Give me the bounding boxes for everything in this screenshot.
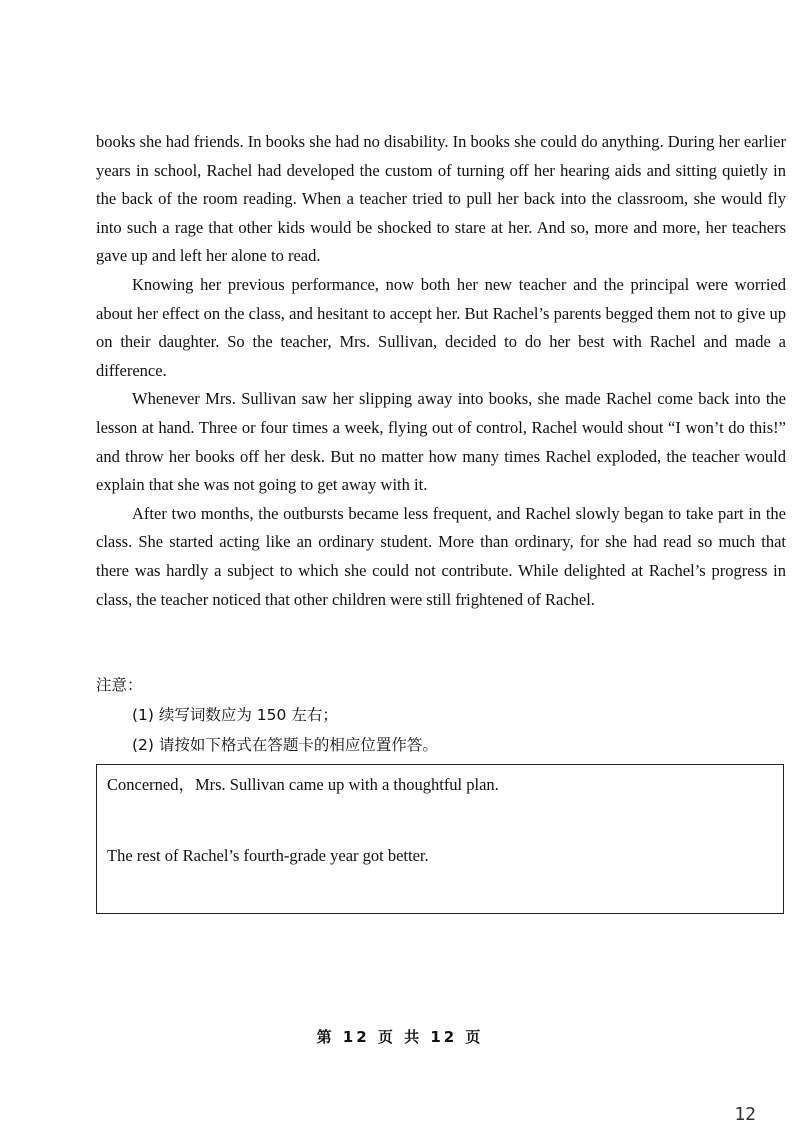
- answer-box-line-1: Concerned，Mrs. Sullivan came up with a thoughtful plan.: [107, 775, 499, 794]
- story-text: [96, 128, 786, 614]
- paragraph-4: After two months, the outbursts became less frequent, and Rachel slowly began to take part in the class. She started acting like an ordinary student. More than ordinary, for she had read so much that there was hardly a subject to which she could not contribute. While delighted at Rachel’s progress in class, the teacher noticed that other children were still frightened of Rachel.: [96, 503, 786, 609]
- paragraph-1: books she had friends. In books she had no disability. In books she could do anything. During her earlier years in school, Rachel had developed the custom of turning off her hearing aids and sitting quietly in the back of the room reading. When a teacher tried to pull her back into the classroom, she would fly into such a rage that other kids would be shocked to stare at her. And so, more and more, her teachers gave up and left her alone to read.: [96, 132, 786, 266]
- paragraph-2: Knowing her previous performance, now both her new teacher and the principal were worried about her effect on the class, and hesitant to accept her. But Rachel’s parents begged them not to give up on their daughter. So the teacher, Mrs. Sullivan, decided to do her best with Rachel and made a difference.: [96, 274, 786, 380]
- paragraph-3: Whenever Mrs. Sullivan saw her slipping away into books, she made Rachel come back into the lesson at hand. Three or four times a week, flying out of control, Rachel would shout “I won’t do this!” and throw her books off her desk. But no matter how many times Rachel exploded, the teacher would explain that she was not going to get away with it.: [96, 389, 786, 495]
- answer-box: [96, 764, 784, 914]
- note-item-1: (1) 续写词数应为 150 左右；: [132, 706, 338, 724]
- page-footer: 第 12 页 共 12 页: [316, 1028, 484, 1046]
- note-item-2: (2) 请按如下格式在答题卡的相应位置作答。: [132, 736, 438, 754]
- answer-box-line-2: The rest of Rachel’s fourth-grade year got better.: [107, 846, 429, 865]
- notes-title: 注意：: [96, 676, 143, 694]
- notes-section: [96, 670, 786, 760]
- page-number: 12: [734, 1104, 756, 1125]
